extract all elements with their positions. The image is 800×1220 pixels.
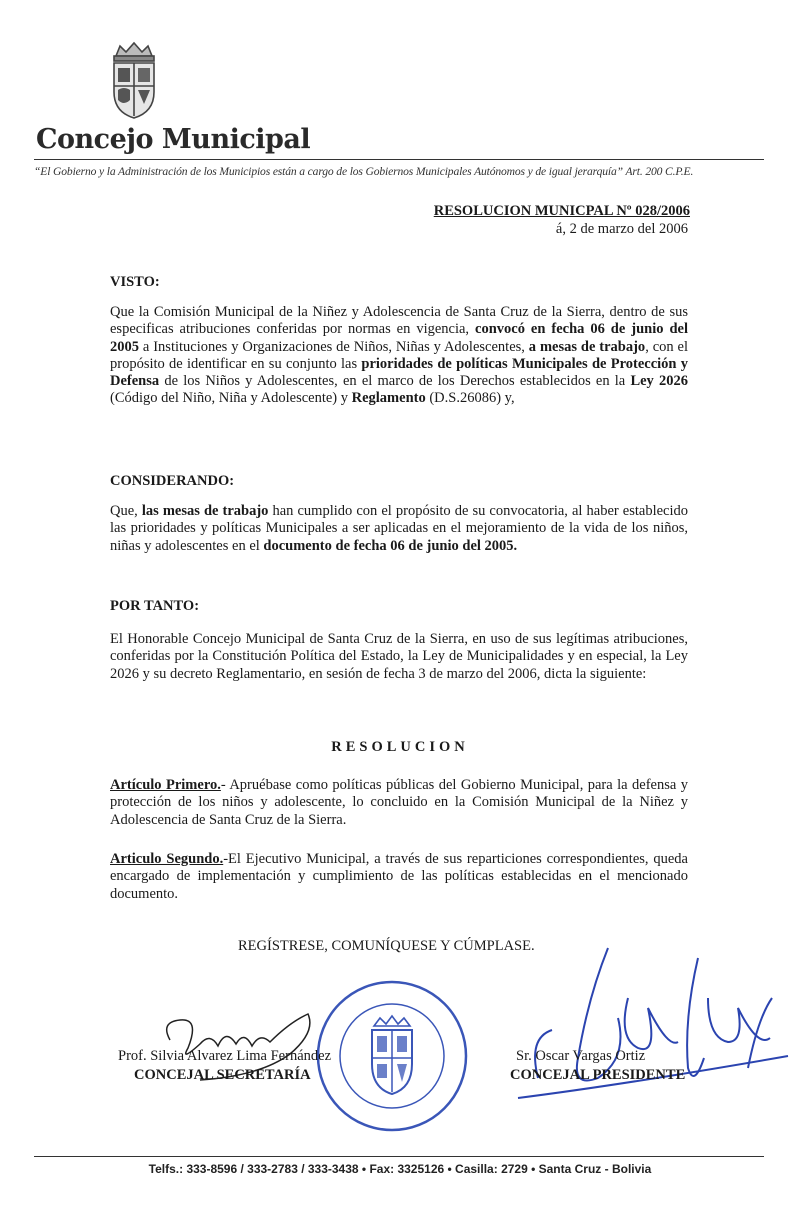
footer-contact: Telfs.: 333-8596 / 333-2783 / 333-3438 • Fax: 3325126 • Casilla: 2729 • Santa Cruz - Bolivia xyxy=(148,1162,652,1176)
closing-formula: REGÍSTRESE, COMUNÍQUESE Y CÚMPLASE. xyxy=(238,938,535,954)
resolution-title: RESOLUCION xyxy=(331,739,469,755)
president-name: Sr. Oscar Vargas Ortiz xyxy=(516,1048,646,1064)
article-second: Articulo Segundo.-El Ejecutivo Municipal, a través de sus reparticiones correspondientes, queda encargado de implementación y cumplimiento de las políticas establecidas en el mencionado documento. xyxy=(110,851,688,902)
president-role: CONCEJAL PRESIDENTE xyxy=(510,1067,686,1083)
motto: “El Gobierno y la Administración de los Municipios están a cargo de los Gobiernos Municipales Autónomos y de igual jerarquía” Art. 200 C.P.E. xyxy=(34,165,694,178)
considerando-heading: CONSIDERANDO: xyxy=(110,473,235,489)
article-first: Artículo Primero.- Apruébase como políticas públicas del Gobierno Municipal, para la defensa y protección de los niños y adolescente, lo concluido en la Comisión Municipal de la Niñez y Adolescencia de Santa Cruz de la Sierra. xyxy=(110,777,688,828)
considerando-paragraph: Que, las mesas de trabajo han cumplido con el propósito de su convocatoria, al haber establecido las prioridades y políticas Municipales a ser aplicadas en el mejoramiento de la vida de los niños, niñas y adolescentes en el documento de fecha 06 de junio del 2005. xyxy=(110,503,688,554)
secretary-name: Prof. Silvia Alvarez Lima Fernández xyxy=(118,1048,332,1064)
secretary-role: CONCEJAL SECRETARÍA xyxy=(134,1067,311,1083)
por-tanto-heading: POR TANTO: xyxy=(110,598,200,614)
por-tanto-paragraph: El Honorable Concejo Municipal de Santa Cruz de la Sierra, en uso de sus legítimas atribuciones, conferidas por la Constitución Política del Estado, la Ley de Municipalidades y en especial, la Ley 2026 y su decreto Reglamentario, en sesión de fecha 3 de marzo del 2006, dicta la siguiente: xyxy=(110,631,688,682)
resolution-date: á, 2 de marzo del 2006 xyxy=(555,221,688,237)
header-divider xyxy=(34,159,764,160)
resolution-number: RESOLUCION MUNICPAL Nº 028/2006 xyxy=(433,203,690,219)
visto-paragraph: Que la Comisión Municipal de la Niñez y Adolescencia de Santa Cruz de la Sierra, dentro de sus especificas atribuciones conferidas por normas en vigencia, convocó en fecha 06 de junio del 2005 a Instituciones y Organizaciones de Niños, Niñas y Adolescentes, a mesas de trabajo, con el propósito de identificar en su conjunto las prioridades de políticas Municipales de Protección y Defensa de los Niños y Adolescentes, en el marco de los Derechos establecidos en la Ley 2026 (Código del Niño, Niña y Adolescente) y Reglamento (D.S.26086) y, xyxy=(110,304,689,407)
footer-divider xyxy=(34,1156,764,1157)
organization-name: Concejo Municipal xyxy=(36,124,311,155)
visto-heading: VISTO: xyxy=(110,274,160,290)
coat-of-arms-icon xyxy=(106,40,162,120)
